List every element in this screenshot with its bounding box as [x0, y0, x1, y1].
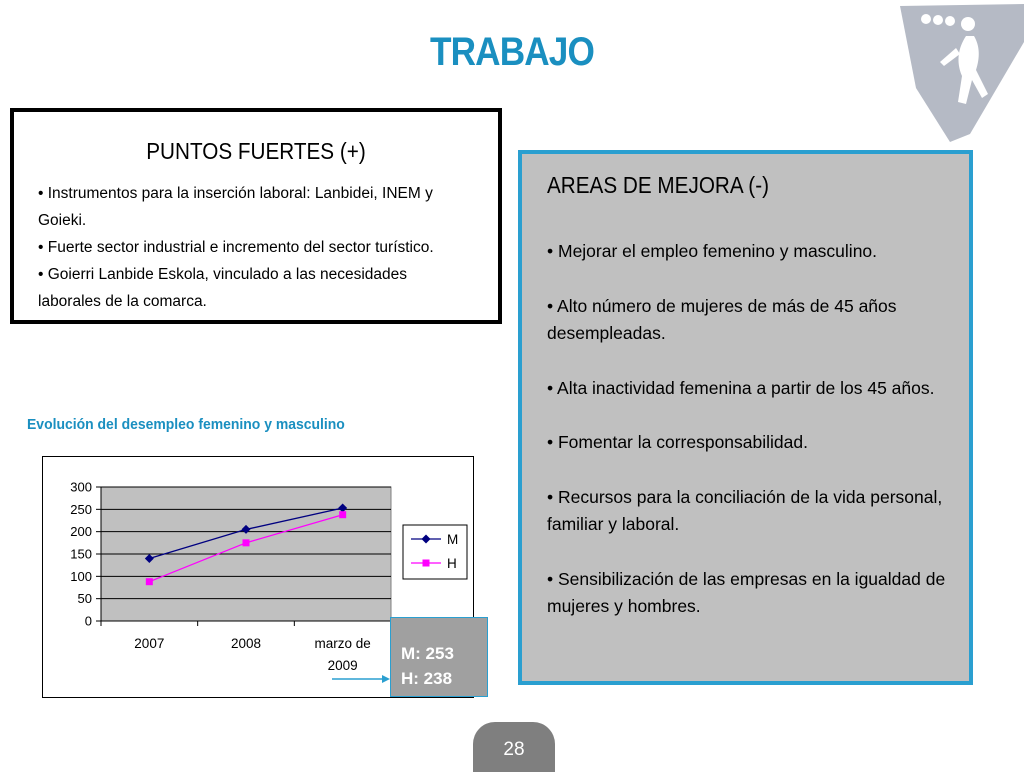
y-tick-label: 250 — [70, 501, 92, 517]
callout-m-value: M: 253 — [401, 644, 454, 663]
improvement-heading: AREAS DE MEJORA (-) — [547, 172, 769, 198]
x-tick-label: 2007 — [134, 636, 165, 651]
strength-line: laborales de la comarca. — [38, 293, 207, 310]
y-tick-label: 200 — [70, 524, 92, 540]
strength-line: Goieki. — [38, 212, 87, 229]
y-tick-label: 150 — [70, 546, 92, 562]
x-tick-label: 2008 — [230, 636, 262, 651]
improvement-item: • Sensibilización de las empresas en la igualdad de mujeres y hombres. — [547, 568, 946, 616]
improvement-list — [547, 238, 947, 648]
data-point-H — [146, 578, 153, 585]
improvement-item: • Alta inactividad femenina a partir de los 45 años. — [547, 377, 935, 398]
logo-icon — [896, 2, 1024, 142]
y-tick-label: 50 — [77, 591, 92, 607]
legend-label-H: H — [447, 556, 457, 571]
strength-line: • Fuerte sector industrial e incremento del sector turístico. — [38, 239, 434, 256]
improvement-areas-box — [518, 150, 973, 685]
improvement-item: • Mejorar el empleo femenino y masculino. — [547, 241, 878, 261]
improvement-item: • Alto número de mujeres de más de 45 años desempleadas. — [547, 295, 897, 343]
strengths-heading: PUNTOS FUERTES (+) — [146, 138, 366, 164]
x-tick-label: marzo de — [314, 636, 371, 651]
page-number: 28 — [473, 722, 555, 772]
strength-line: • Instrumentos para la inserción laboral: Lanbidei, INEM y — [38, 185, 433, 202]
x-tick-label: 2009 — [327, 658, 358, 673]
improvement-item: • Recursos para la conciliación de la vida personal, familiar y laboral. — [547, 486, 943, 534]
legend-marker-H — [423, 560, 430, 567]
y-tick-label: 0 — [84, 613, 92, 629]
chart-caption: Evolución del desempleo femenino y masculino — [27, 416, 345, 433]
strength-line: • Goierri Lanbide Eskola, vinculado a las necesidades — [38, 266, 408, 283]
improvement-item: • Fomentar la corresponsabilidad. — [547, 432, 808, 452]
legend-label-M: M — [447, 532, 459, 547]
callout-h-value: H: 238 — [401, 669, 453, 688]
slide-title: TRABAJO — [430, 30, 594, 74]
y-tick-label: 100 — [70, 568, 92, 584]
data-point-H — [339, 511, 346, 518]
strengths-list — [38, 180, 478, 315]
y-tick-label: 300 — [70, 479, 92, 495]
latest-values-callout — [390, 617, 488, 697]
strengths-box — [10, 108, 502, 324]
arrow-icon — [330, 672, 392, 686]
data-point-H — [243, 539, 250, 546]
